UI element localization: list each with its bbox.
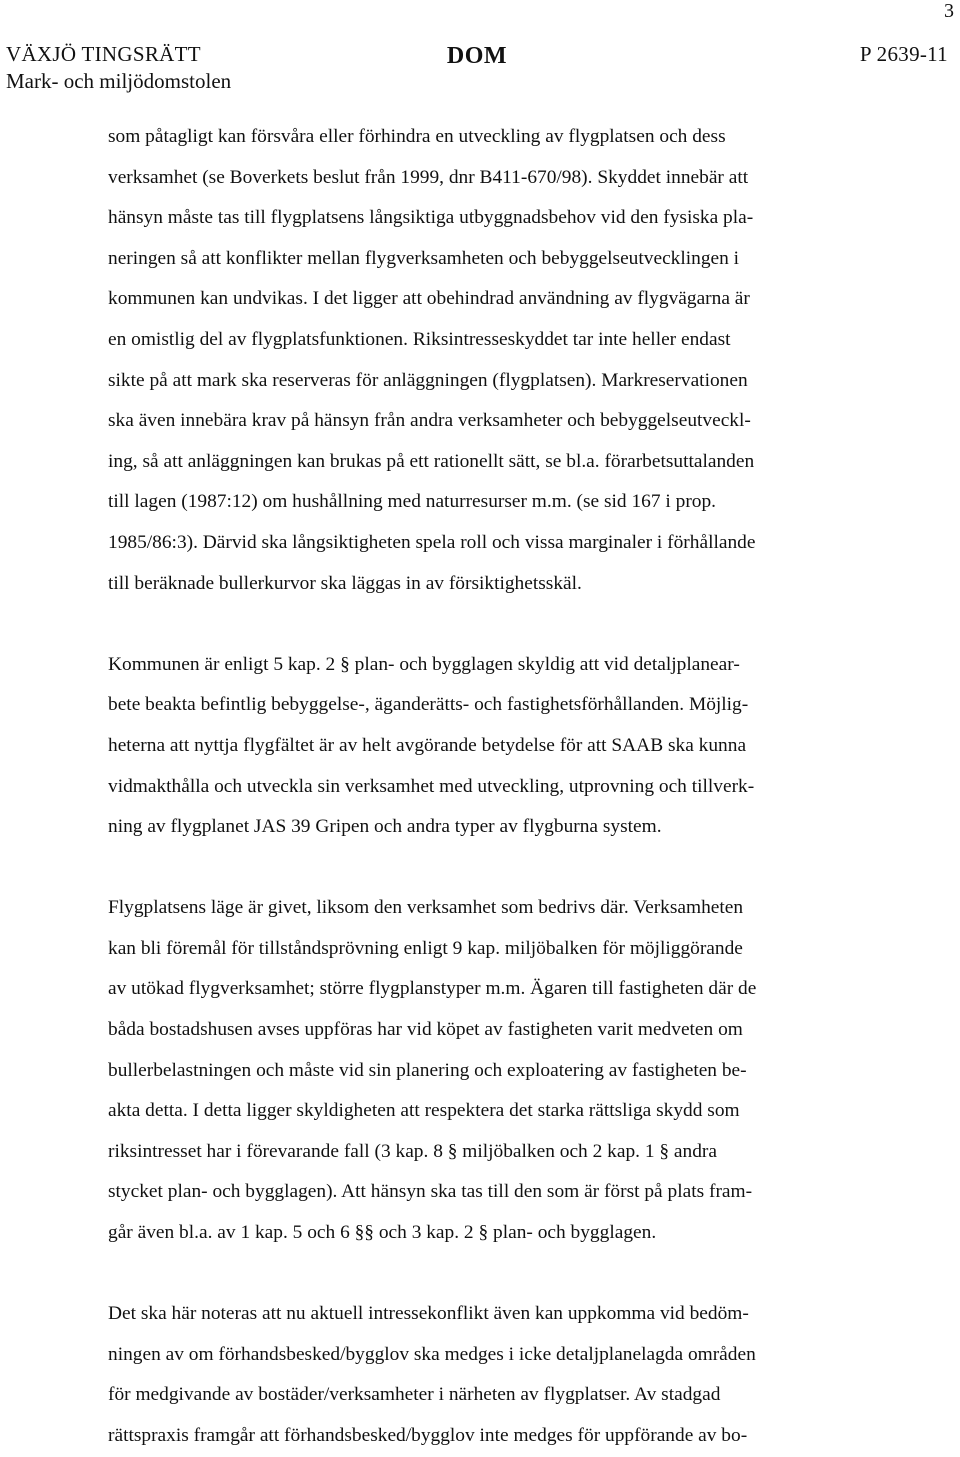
- document-type: DOM: [446, 43, 508, 69]
- text-line: en omistlig del av flygplatsfunktionen. Riksintresseskyddet tar inte heller endast: [108, 328, 731, 350]
- text-line: rättspraxis framgår att förhandsbesked/bygglov inte medges för uppförande av bo-: [108, 1425, 748, 1446]
- text-line: kommunen kan undvikas. I det ligger att obehindrad användning av flygvägarna är: [108, 288, 750, 310]
- paragraph: [108, 1294, 898, 1456]
- case-number: P 2639-11: [859, 42, 948, 66]
- text-line: stycket plan- och bygglagen). Att hänsyn ska tas till den som är först på plats fram-: [108, 1181, 753, 1203]
- paragraph: [108, 645, 898, 848]
- text-line: av utökad flygverksamhet; större flygplanstyper m.m. Ägaren till fastigheten där de: [108, 978, 757, 1000]
- paragraph-gap: [108, 1254, 898, 1295]
- court-name: VÄXJÖ TINGSRÄTT: [6, 42, 201, 66]
- paragraph: [108, 117, 898, 604]
- text-line: till beräknade bullerkurvor ska läggas in av försiktighetsskäl.: [108, 572, 582, 594]
- text-line: Det ska här noteras att nu aktuell intressekonflikt även kan uppkomma vid bedöm-: [108, 1303, 749, 1325]
- court-division: Mark- och miljödomstolen: [6, 69, 232, 93]
- paragraph-gap: [108, 604, 898, 645]
- text-line: för medgivande av bostäder/verksamheter i närheten av flygplatser. Av stadgad: [108, 1384, 721, 1406]
- paragraph: [108, 888, 898, 1253]
- text-line: bete beakta befintlig bebyggelse-, äganderätts- och fastighetsförhållanden. Möjlig-: [108, 694, 749, 716]
- text-line: sikte på att mark ska reserveras för anläggningen (flygplatsen). Markreservationen: [108, 369, 748, 391]
- document-body: [108, 117, 898, 1457]
- text-line: ing, så att anläggningen kan brukas på ett rationellt sätt, se bl.a. förarbetsuttalanden: [108, 450, 755, 472]
- text-line: riksintresset har i förevarande fall (3 kap. 8 § miljöbalken och 2 kap. 1 § andra: [108, 1140, 717, 1162]
- text-line: ning av flygplanet JAS 39 Gripen och andra typer av flygburna system.: [108, 816, 662, 838]
- text-line: till lagen (1987:12) om hushållning med naturresurser m.m. (se sid 167 i prop.: [108, 491, 717, 513]
- text-line: Kommunen är enligt 5 kap. 2 § plan- och bygglagen skyldig att vid detaljplanear-: [108, 653, 740, 675]
- text-line: båda bostadshusen avses uppföras har vid köpet av fastigheten varit medveten om: [108, 1019, 743, 1041]
- text-line: kan bli föremål för tillståndsprövning enligt 9 kap. miljöbalken för möjliggörande: [108, 937, 743, 959]
- text-line: neringen så att konflikter mellan flygverksamheten och bebyggelseutvecklingen i: [108, 247, 740, 269]
- text-line: 1985/86:3). Därvid ska långsiktigheten spela roll och vissa marginaler i förhållande: [108, 531, 756, 553]
- text-line: vidmakthålla och utveckla sin verksamhet med utveckling, utprovning och tillverk-: [108, 775, 755, 797]
- text-line: akta detta. I detta ligger skyldigheten att respektera det starka rättsliga skydd som: [108, 1100, 740, 1122]
- text-line: verksamhet (se Boverkets beslut från 1999, dnr B411-670/98). Skyddet innebär att: [108, 166, 749, 188]
- text-line: ska även innebära krav på hänsyn från andra verksamheter och bebyggelseutveckl-: [108, 410, 751, 432]
- text-line: som påtagligt kan försvåra eller förhindra en utveckling av flygplatsen och dess: [108, 126, 726, 147]
- document-header: [6, 41, 948, 95]
- text-line: heterna att nyttja flygfältet är av helt avgörande betydelse för att SAAB ska kunna: [108, 734, 747, 756]
- paragraph-gap: [108, 848, 898, 889]
- text-line: hänsyn måste tas till flygplatsens långsiktiga utbyggnadsbehov vid den fysiska pla-: [108, 207, 754, 229]
- text-line: går även bl.a. av 1 kap. 5 och 6 §§ och 3 kap. 2 § plan- och bygglagen.: [108, 1222, 657, 1244]
- text-line: Flygplatsens läge är givet, liksom den verksamhet som bedrivs där. Verksamheten: [108, 897, 744, 919]
- text-line: ningen av om förhandsbesked/bygglov ska medges i icke detaljplanelagda områden: [108, 1343, 756, 1365]
- text-line: bullerbelastningen och måste vid sin planering och exploatering av fastigheten be-: [108, 1059, 747, 1081]
- page-number: 3: [944, 0, 954, 22]
